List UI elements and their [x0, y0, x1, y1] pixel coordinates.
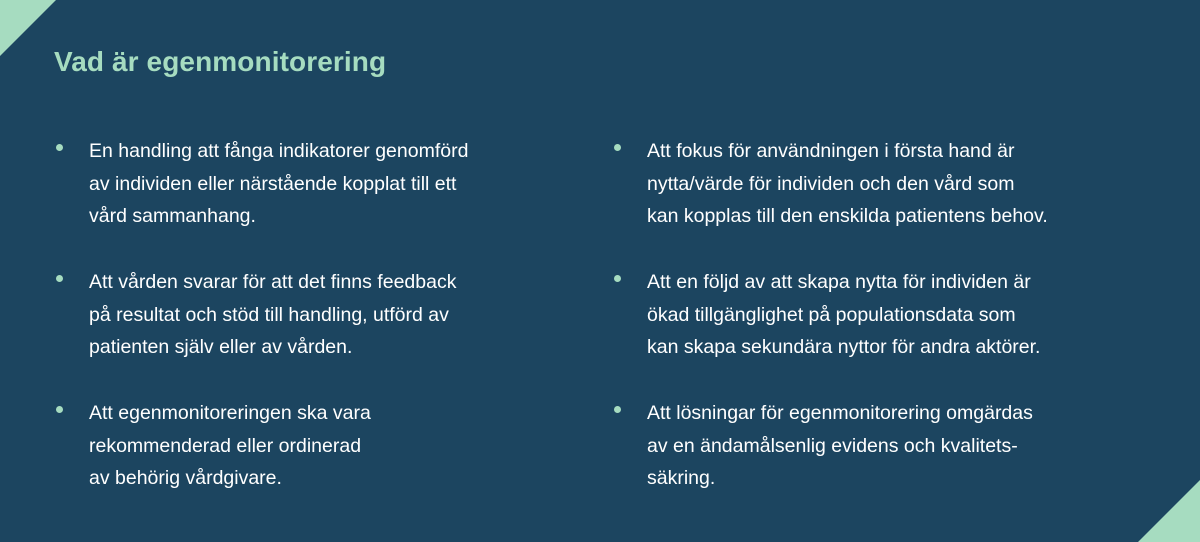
item-line: Att egenmonitoreringen ska vara [89, 402, 371, 424]
bullet-dot-icon [614, 144, 621, 151]
item-line: av individen eller närstående kopplat till ett [89, 172, 457, 195]
item-line: kan skapa sekundära nyttor för andra aktörer. [647, 336, 1041, 358]
bullet-dot-icon [56, 275, 63, 282]
bullet-list-left [56, 135, 546, 528]
corner-decoration-top-left [0, 0, 56, 56]
item-line: Att lösningar för egenmonitorering omgärdas [647, 402, 1033, 424]
bullet-dot-icon [56, 144, 63, 151]
corner-decoration-bottom-right [1138, 480, 1200, 542]
item-line: En handling att fånga indikatorer genomförd [89, 140, 469, 162]
list-item [614, 266, 1114, 397]
bullet-dot-icon [614, 275, 621, 282]
item-line: Att fokus för användningen i första hand är [647, 140, 1015, 162]
item-line: på resultat och stöd till handling, utförd av [89, 303, 449, 326]
bullet-list-right [614, 135, 1114, 528]
item-line: Att en följd av att skapa nytta för individen är [647, 271, 1031, 293]
list-item [56, 266, 546, 397]
page-title: Vad är egenmonitorering [54, 46, 387, 77]
item-line: rekommenderad eller ordinerad [89, 434, 362, 457]
item-line: vård sammanhang. [89, 205, 256, 227]
item-line: patienten själv eller av vården. [89, 336, 353, 358]
item-line: säkring. [647, 467, 716, 489]
item-line: Att vården svarar för att det finns feedback [89, 271, 457, 293]
bullet-dot-icon [614, 406, 621, 413]
item-line: av en ändamålsenlig evidens och kvalitets- [647, 434, 1018, 457]
item-line: av behörig vårdgivare. [89, 467, 282, 489]
list-item [614, 397, 1114, 528]
item-line: ökad tillgänglighet på populationsdata som [647, 303, 1016, 326]
list-item [56, 397, 546, 528]
item-line: nytta/värde för individen och den vård som [647, 172, 1015, 195]
list-item [614, 135, 1114, 266]
item-line: kan kopplas till den enskilda patientens behov. [647, 205, 1048, 227]
bullet-dot-icon [56, 406, 63, 413]
list-item [56, 135, 546, 266]
